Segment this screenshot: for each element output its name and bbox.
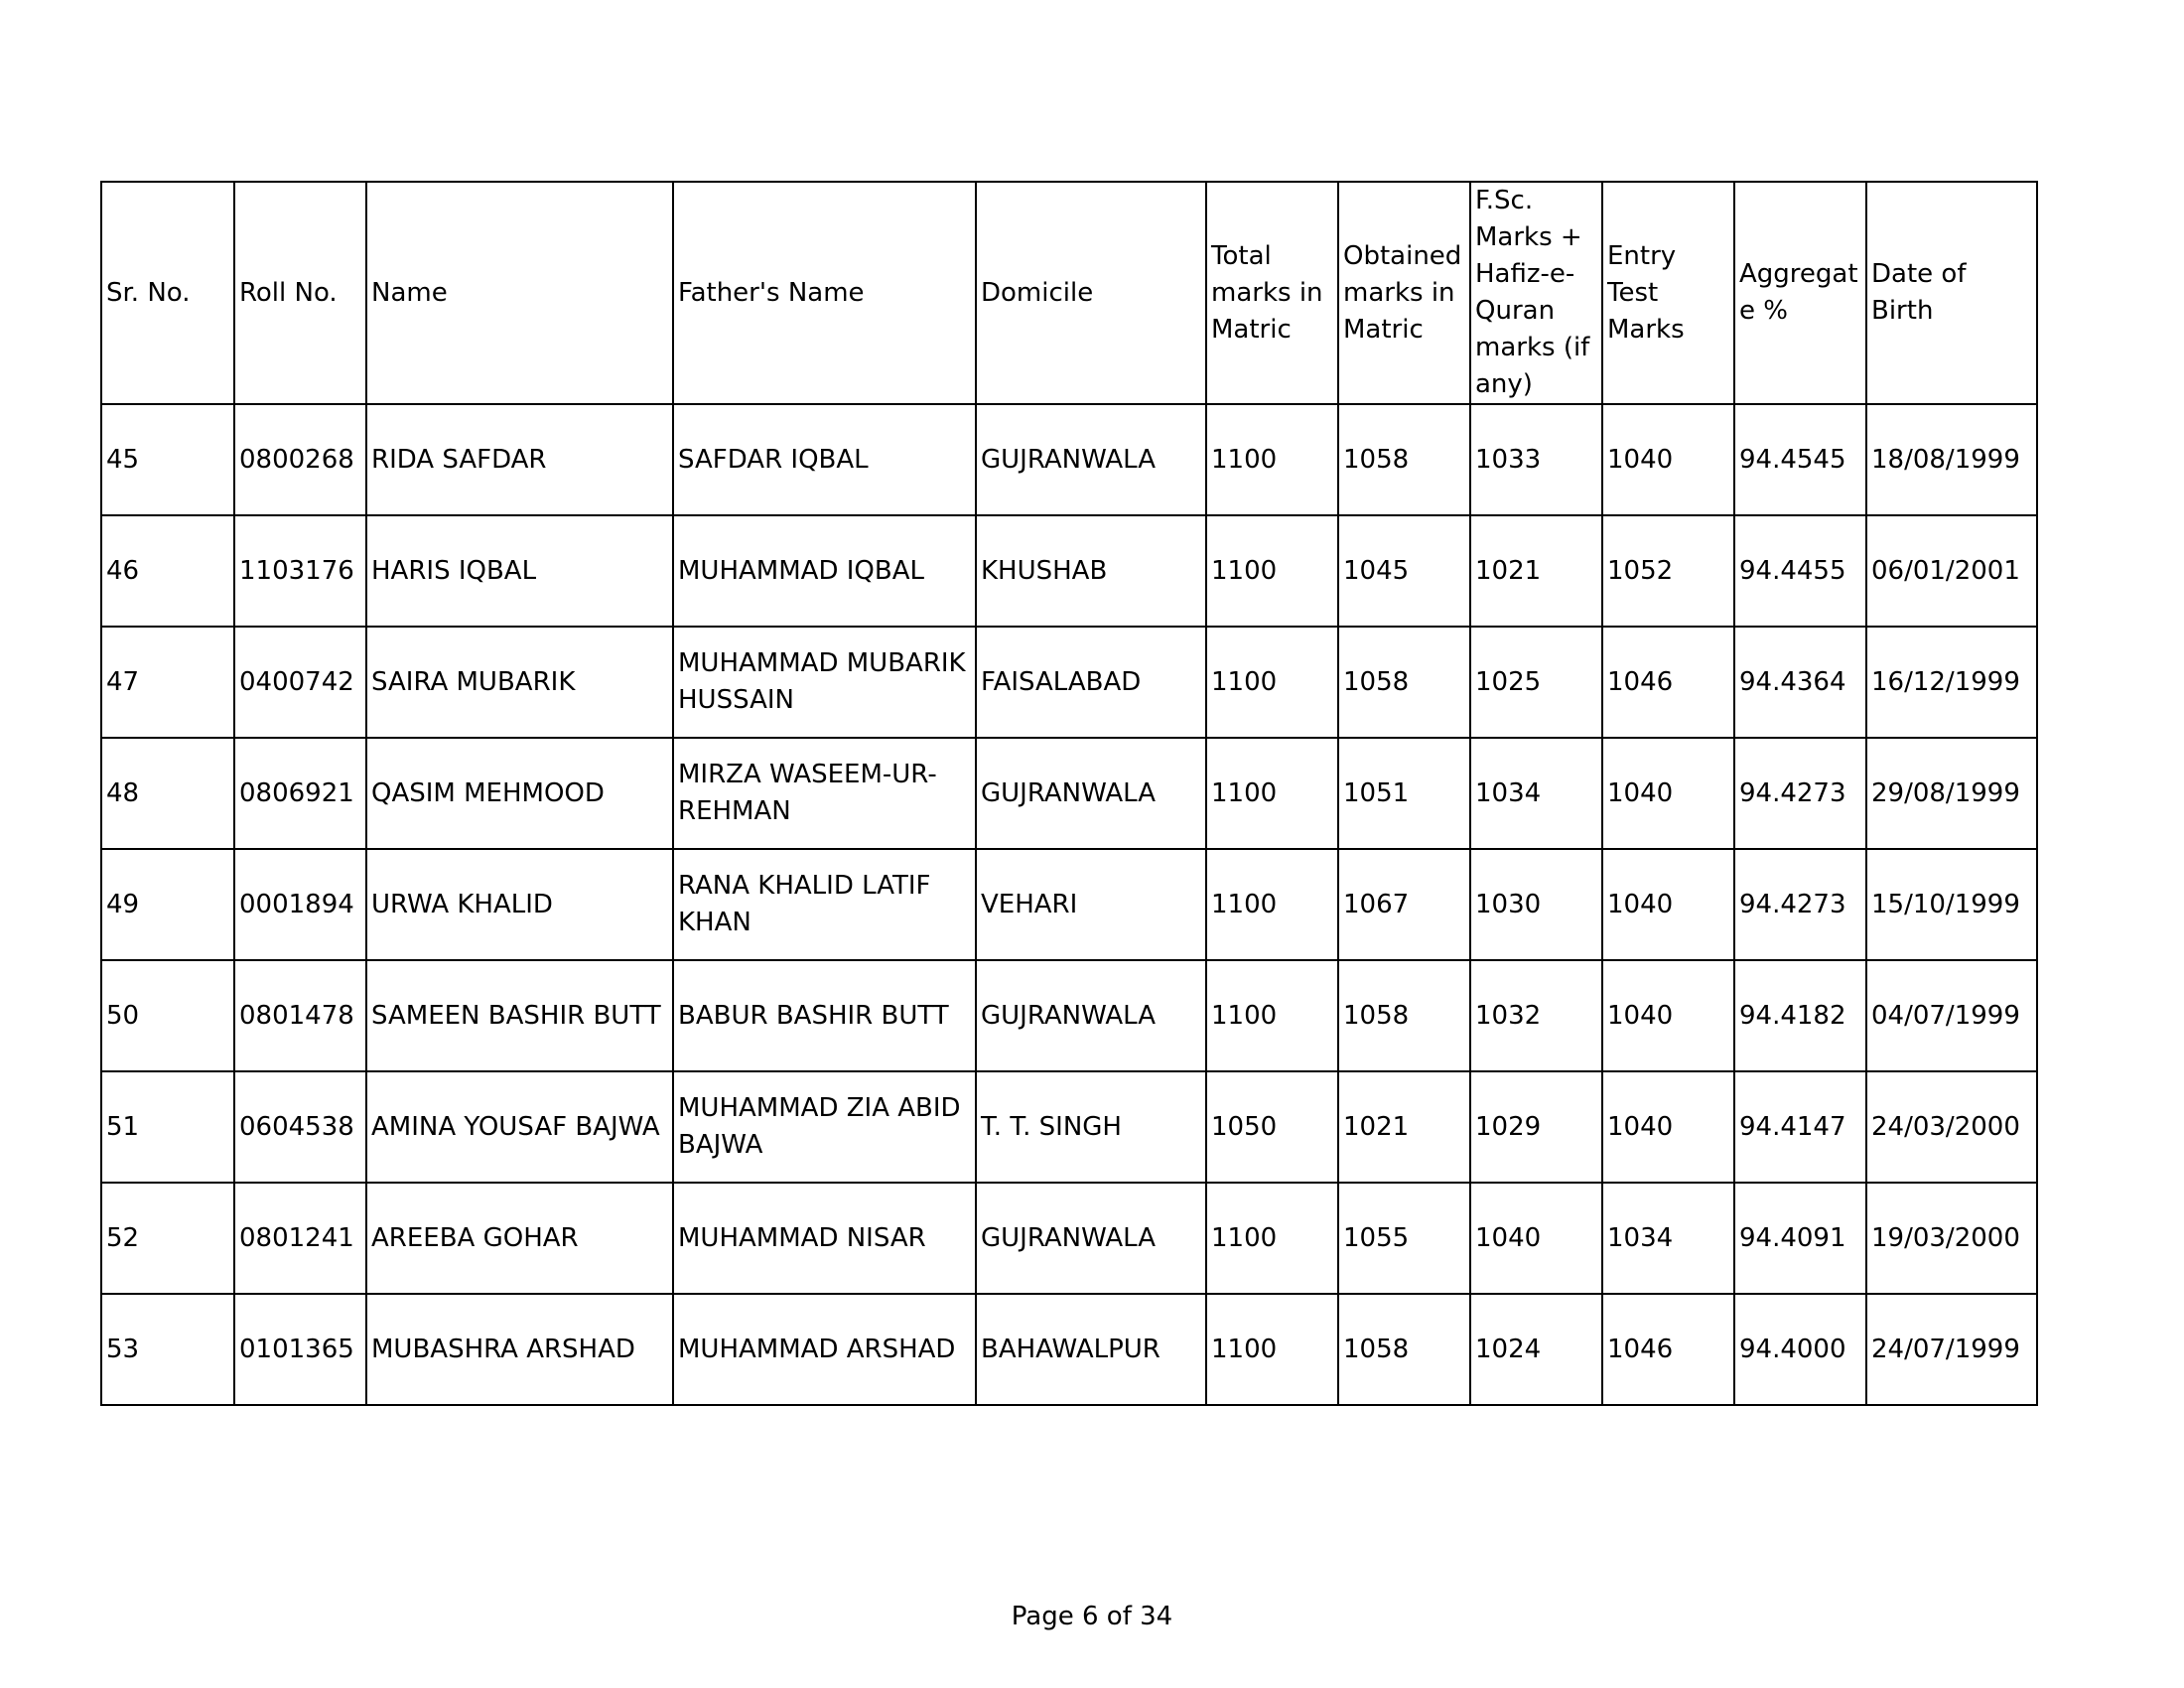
header-sr-no: Sr. No. bbox=[101, 182, 234, 404]
cell-name: URWA KHALID bbox=[366, 849, 673, 960]
cell-entry-test: 1034 bbox=[1602, 1183, 1734, 1294]
table-body bbox=[101, 404, 2037, 1405]
cell-name: QASIM MEHMOOD bbox=[366, 738, 673, 849]
cell-roll-no: 0801478 bbox=[234, 960, 366, 1071]
header-total-matric: Total marks in Matric bbox=[1206, 182, 1338, 404]
header-row bbox=[101, 182, 2037, 404]
cell-dob: 04/07/1999 bbox=[1866, 960, 2037, 1071]
cell-total-matric: 1100 bbox=[1206, 515, 1338, 627]
cell-aggregate: 94.4091 bbox=[1734, 1183, 1866, 1294]
cell-total-matric: 1100 bbox=[1206, 960, 1338, 1071]
cell-fsc-hafiz: 1033 bbox=[1470, 404, 1602, 515]
cell-name: SAMEEN BASHIR BUTT bbox=[366, 960, 673, 1071]
cell-name: RIDA SAFDAR bbox=[366, 404, 673, 515]
cell-domicile: GUJRANWALA bbox=[976, 1183, 1206, 1294]
cell-name: HARIS IQBAL bbox=[366, 515, 673, 627]
cell-father-name: RANA KHALID LATIF KHAN bbox=[673, 849, 976, 960]
cell-aggregate: 94.4455 bbox=[1734, 515, 1866, 627]
table-header bbox=[101, 182, 2037, 404]
merit-list-table bbox=[100, 181, 2038, 1406]
cell-name: MUBASHRA ARSHAD bbox=[366, 1294, 673, 1405]
cell-entry-test: 1046 bbox=[1602, 627, 1734, 738]
cell-aggregate: 94.4182 bbox=[1734, 960, 1866, 1071]
cell-aggregate: 94.4273 bbox=[1734, 738, 1866, 849]
cell-domicile: KHUSHAB bbox=[976, 515, 1206, 627]
cell-sr-no: 47 bbox=[101, 627, 234, 738]
cell-sr-no: 48 bbox=[101, 738, 234, 849]
cell-obtained-matric: 1045 bbox=[1338, 515, 1470, 627]
cell-fsc-hafiz: 1025 bbox=[1470, 627, 1602, 738]
cell-total-matric: 1100 bbox=[1206, 627, 1338, 738]
table-row bbox=[101, 1294, 2037, 1405]
cell-roll-no: 0001894 bbox=[234, 849, 366, 960]
cell-father-name: MUHAMMAD ZIA ABID BAJWA bbox=[673, 1071, 976, 1183]
cell-domicile: VEHARI bbox=[976, 849, 1206, 960]
header-fsc-hafiz: F.Sc. Marks + Hafiz-e-Quran marks (if any) bbox=[1470, 182, 1602, 404]
cell-roll-no: 1103176 bbox=[234, 515, 366, 627]
table-row bbox=[101, 627, 2037, 738]
table-row bbox=[101, 738, 2037, 849]
cell-domicile: T. T. SINGH bbox=[976, 1071, 1206, 1183]
cell-father-name: MIRZA WASEEM-UR-REHMAN bbox=[673, 738, 976, 849]
cell-fsc-hafiz: 1029 bbox=[1470, 1071, 1602, 1183]
cell-domicile: FAISALABAD bbox=[976, 627, 1206, 738]
cell-sr-no: 53 bbox=[101, 1294, 234, 1405]
cell-entry-test: 1040 bbox=[1602, 404, 1734, 515]
cell-aggregate: 94.4364 bbox=[1734, 627, 1866, 738]
cell-sr-no: 50 bbox=[101, 960, 234, 1071]
cell-domicile: GUJRANWALA bbox=[976, 404, 1206, 515]
table-row bbox=[101, 960, 2037, 1071]
cell-aggregate: 94.4273 bbox=[1734, 849, 1866, 960]
cell-name: AMINA YOUSAF BAJWA bbox=[366, 1071, 673, 1183]
cell-obtained-matric: 1021 bbox=[1338, 1071, 1470, 1183]
cell-sr-no: 45 bbox=[101, 404, 234, 515]
cell-total-matric: 1050 bbox=[1206, 1071, 1338, 1183]
cell-dob: 16/12/1999 bbox=[1866, 627, 2037, 738]
cell-sr-no: 49 bbox=[101, 849, 234, 960]
table-row bbox=[101, 849, 2037, 960]
header-domicile: Domicile bbox=[976, 182, 1206, 404]
cell-aggregate: 94.4545 bbox=[1734, 404, 1866, 515]
header-entry-test: Entry Test Marks bbox=[1602, 182, 1734, 404]
cell-dob: 24/03/2000 bbox=[1866, 1071, 2037, 1183]
header-dob: Date of Birth bbox=[1866, 182, 2037, 404]
cell-entry-test: 1052 bbox=[1602, 515, 1734, 627]
cell-father-name: MUHAMMAD MUBARIK HUSSAIN bbox=[673, 627, 976, 738]
header-obtained-matric: Obtained marks in Matric bbox=[1338, 182, 1470, 404]
cell-entry-test: 1040 bbox=[1602, 738, 1734, 849]
cell-dob: 24/07/1999 bbox=[1866, 1294, 2037, 1405]
table-row bbox=[101, 1183, 2037, 1294]
cell-dob: 19/03/2000 bbox=[1866, 1183, 2037, 1294]
cell-dob: 29/08/1999 bbox=[1866, 738, 2037, 849]
cell-roll-no: 0806921 bbox=[234, 738, 366, 849]
table-row bbox=[101, 515, 2037, 627]
cell-roll-no: 0400742 bbox=[234, 627, 366, 738]
cell-father-name: MUHAMMAD IQBAL bbox=[673, 515, 976, 627]
cell-obtained-matric: 1058 bbox=[1338, 627, 1470, 738]
cell-obtained-matric: 1058 bbox=[1338, 404, 1470, 515]
cell-obtained-matric: 1058 bbox=[1338, 1294, 1470, 1405]
cell-obtained-matric: 1067 bbox=[1338, 849, 1470, 960]
header-father-name: Father's Name bbox=[673, 182, 976, 404]
cell-entry-test: 1046 bbox=[1602, 1294, 1734, 1405]
table-row bbox=[101, 1071, 2037, 1183]
table-row bbox=[101, 404, 2037, 515]
cell-fsc-hafiz: 1034 bbox=[1470, 738, 1602, 849]
cell-name: SAIRA MUBARIK bbox=[366, 627, 673, 738]
cell-father-name: SAFDAR IQBAL bbox=[673, 404, 976, 515]
header-aggregate: Aggregate % bbox=[1734, 182, 1866, 404]
cell-roll-no: 0801241 bbox=[234, 1183, 366, 1294]
cell-obtained-matric: 1055 bbox=[1338, 1183, 1470, 1294]
cell-dob: 06/01/2001 bbox=[1866, 515, 2037, 627]
cell-father-name: MUHAMMAD NISAR bbox=[673, 1183, 976, 1294]
cell-aggregate: 94.4147 bbox=[1734, 1071, 1866, 1183]
cell-total-matric: 1100 bbox=[1206, 1183, 1338, 1294]
cell-roll-no: 0604538 bbox=[234, 1071, 366, 1183]
cell-father-name: MUHAMMAD ARSHAD bbox=[673, 1294, 976, 1405]
cell-total-matric: 1100 bbox=[1206, 849, 1338, 960]
cell-sr-no: 52 bbox=[101, 1183, 234, 1294]
cell-sr-no: 46 bbox=[101, 515, 234, 627]
cell-dob: 15/10/1999 bbox=[1866, 849, 2037, 960]
cell-domicile: GUJRANWALA bbox=[976, 738, 1206, 849]
cell-fsc-hafiz: 1032 bbox=[1470, 960, 1602, 1071]
cell-obtained-matric: 1051 bbox=[1338, 738, 1470, 849]
cell-father-name: BABUR BASHIR BUTT bbox=[673, 960, 976, 1071]
header-roll-no: Roll No. bbox=[234, 182, 366, 404]
header-name: Name bbox=[366, 182, 673, 404]
cell-total-matric: 1100 bbox=[1206, 738, 1338, 849]
cell-entry-test: 1040 bbox=[1602, 849, 1734, 960]
cell-roll-no: 0800268 bbox=[234, 404, 366, 515]
cell-fsc-hafiz: 1030 bbox=[1470, 849, 1602, 960]
cell-aggregate: 94.4000 bbox=[1734, 1294, 1866, 1405]
cell-domicile: BAHAWALPUR bbox=[976, 1294, 1206, 1405]
cell-total-matric: 1100 bbox=[1206, 1294, 1338, 1405]
page-number: Page 6 of 34 bbox=[1011, 1602, 1173, 1631]
cell-fsc-hafiz: 1021 bbox=[1470, 515, 1602, 627]
cell-entry-test: 1040 bbox=[1602, 960, 1734, 1071]
cell-fsc-hafiz: 1024 bbox=[1470, 1294, 1602, 1405]
cell-total-matric: 1100 bbox=[1206, 404, 1338, 515]
cell-roll-no: 0101365 bbox=[234, 1294, 366, 1405]
cell-entry-test: 1040 bbox=[1602, 1071, 1734, 1183]
cell-fsc-hafiz: 1040 bbox=[1470, 1183, 1602, 1294]
cell-dob: 18/08/1999 bbox=[1866, 404, 2037, 515]
cell-obtained-matric: 1058 bbox=[1338, 960, 1470, 1071]
cell-domicile: GUJRANWALA bbox=[976, 960, 1206, 1071]
cell-name: AREEBA GOHAR bbox=[366, 1183, 673, 1294]
cell-sr-no: 51 bbox=[101, 1071, 234, 1183]
